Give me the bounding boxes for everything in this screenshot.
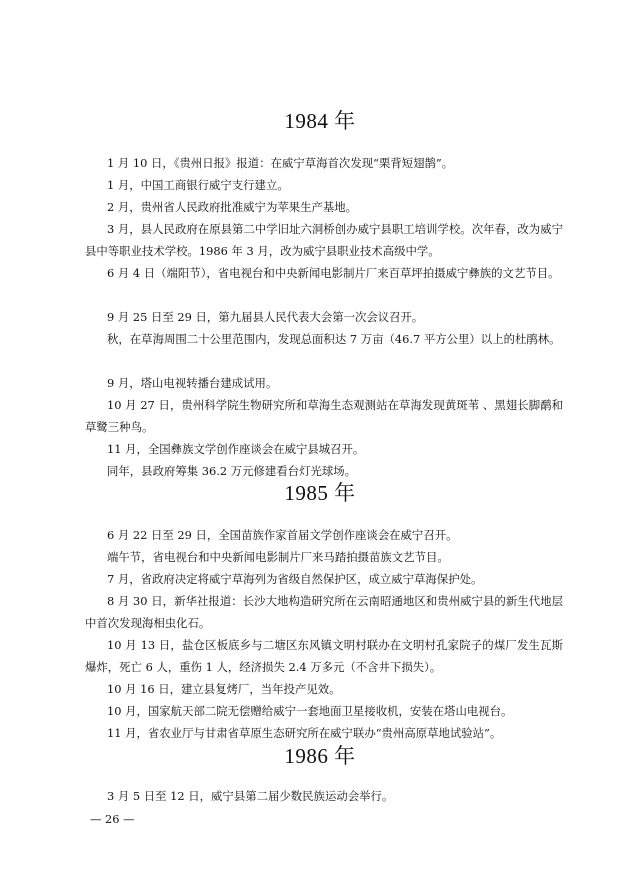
entry: 3 月 5 日至 12 日，威宁县第二届少数民族运动会举行。	[107, 789, 394, 803]
entry: 10 月 13 日，盐仓区板底乡与二塘区东风镇文明村联办在文明村孔家院子的煤厂发生瓦斯爆炸，死亡 6 人，重伤 1 人，经济损失 2.4 万多元（不含井下损失）。	[85, 638, 563, 674]
entry: 1 月 10 日，《贵州日报》报道：在威宁草海首次发现“栗背短翅鹊”。	[107, 156, 454, 170]
entry: 7 月，省政府决定将威宁草海列为省级自然保护区，成立威宁草海保护处。	[107, 572, 483, 586]
entry: 10 月 27 日，贵州科学院生物研究所和草海生态观测站在草海发现黄斑苇 、黑翅长脚鹬和草鹭三种鸟。	[85, 398, 563, 434]
entry: 9 月，塔山电视转播台建成试用。	[107, 376, 278, 390]
entry: 9 月 25 日至 29 日，第九届县人民代表大会第一次会议召开。	[107, 310, 424, 324]
year-heading-1985: 1985 年	[284, 481, 356, 505]
entry: 11 月，省农业厅与甘肃省草原生态研究所在威宁联办“贵州高原草地试验站”。	[107, 726, 502, 740]
entry: 1 月，中国工商银行威宁支行建立。	[107, 178, 289, 192]
year-heading-1986: 1986 年	[284, 744, 356, 768]
entry: 8 月 30 日，新华社报道：长沙大地构造研究所在云南昭通地区和贵州威宁县的新生代地层中首次发现海相虫化石。	[85, 594, 563, 630]
entry: 同年，县政府筹集 36.2 万元修建看台灯光球场。	[107, 464, 357, 478]
entry: 6 月 22 日至 29 日，全国苗族作家首届文学创作座谈会在威宁召开。	[107, 528, 458, 542]
entry: 端午节，省电视台和中央新闻电影制片厂来马踏拍摄苗族文艺节目。	[107, 550, 449, 564]
page-number: — 26 —	[90, 812, 135, 826]
entry: 3 月，县人民政府在原县第二中学旧址六洞桥创办威宁县职工培训学校。次年春，改为威宁县中等职业技术学校。1986 年 3 月，改为威宁县职业技术高级中学。	[85, 222, 563, 258]
entry: 10 月，国家航天部二院无偿赠给威宁一套地面卫星接收机，安装在塔山电视台。	[107, 704, 513, 718]
entry: 秋，在草海周围二十公里范围内，发现总面积达 7 万亩（46.7 平方公里）以上的杜鹃林。	[107, 332, 561, 346]
entry: 10 月 16 日，建立县复烤厂，当年投产见效。	[107, 682, 341, 696]
entry: 11 月，全国彝族文学创作座谈会在威宁县城召开。	[107, 442, 365, 456]
entry: 2 月，贵州省人民政府批准威宁为苹果生产基地。	[107, 200, 358, 214]
year-heading-1984: 1984 年	[284, 109, 356, 133]
entry: 6 月 4 日（端阳节），省电视台和中央新闻电影制片厂来百草坪拍摄威宁彝族的文艺节目。	[107, 266, 560, 280]
